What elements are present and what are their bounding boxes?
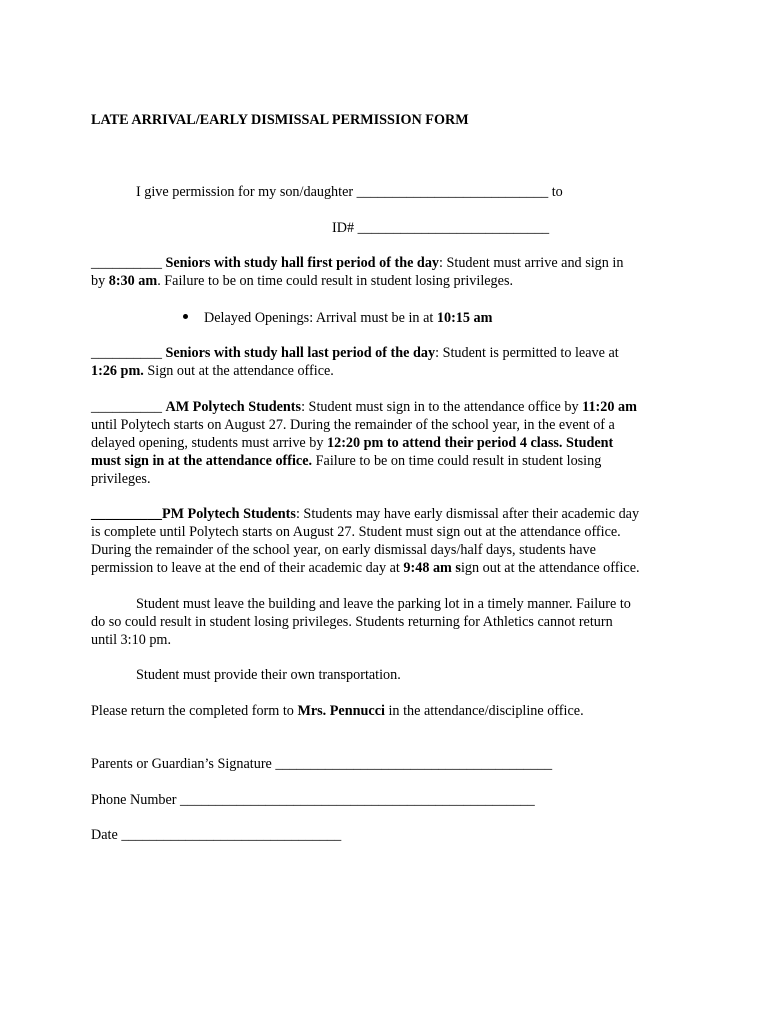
seniors-first-blank: __________ — [91, 255, 166, 271]
seniors-first-text2: . Failure to be on time could result in student losing privileges. — [157, 273, 514, 289]
date-field[interactable]: Date _______________________________ — [91, 827, 342, 843]
seniors-first-heading: Seniors with study hall first period of the day — [165, 255, 440, 271]
seniors-last-blank: __________ — [91, 345, 166, 361]
pm-polytech-text1: : Students may have early dismissal after their academic day — [295, 506, 640, 522]
seniors-last-text2: Sign out at the attendance office. — [143, 363, 334, 379]
leave-building-line-1: Student must leave the building and leave the parking lot in a timely manner. Failure to — [136, 596, 631, 612]
phone-number-field[interactable]: Phone Number __________________________________________________ — [91, 792, 535, 808]
seniors-last-text1: : Student is permitted to leave at — [435, 345, 619, 361]
am-polytech-line-3 — [91, 434, 613, 452]
seniors-first-line-1 — [91, 254, 623, 272]
seniors-last-line-2 — [91, 362, 334, 380]
leave-building-line-2: do so could result in student losing privileges. Students returning for Athletics cannot return — [91, 614, 613, 630]
pm-polytech-line4-a: permission to leave at the end of their academic day at — [91, 560, 404, 576]
am-polytech-line-2: until Polytech starts on August 27. During the remainder of the school year, in the event of a — [91, 417, 615, 433]
pm-polytech-line-1 — [91, 505, 639, 523]
return-line — [91, 702, 584, 720]
am-polytech-line-1 — [91, 398, 637, 416]
form-title: LATE ARRIVAL/EARLY DISMISSAL PERMISSION FORM — [91, 112, 469, 128]
am-polytech-time: 11:20 am — [582, 399, 637, 415]
pm-polytech-line4-b: 9:48 am s — [403, 560, 461, 576]
pm-polytech-line-4 — [91, 559, 640, 577]
am-polytech-line-5: privileges. — [91, 471, 151, 487]
seniors-last-time: 1:26 pm. — [91, 363, 144, 379]
am-polytech-line-4 — [91, 452, 601, 470]
am-polytech-line3-a: delayed opening, students must arrive by — [91, 435, 328, 451]
seniors-first-prefix: by — [91, 273, 109, 289]
pm-polytech-heading: PM Polytech Students — [161, 506, 296, 522]
delayed-openings-bullet — [183, 309, 492, 327]
id-line: ID# ___________________________ — [332, 220, 550, 236]
pm-polytech-line-3: During the remainder of the school year, on early dismissal days/half days, students have — [91, 542, 596, 558]
bullet-icon — [183, 314, 188, 319]
return-text-a: Please return the completed form to — [91, 703, 298, 719]
leave-building-line-3: until 3:10 pm. — [91, 632, 172, 648]
am-polytech-line4-b: Failure to be on time could result in student losing — [312, 453, 602, 469]
return-text-b: in the attendance/discipline office. — [384, 703, 584, 719]
am-polytech-text1: : Student must sign in to the attendance office by — [301, 399, 583, 415]
seniors-last-line-1 — [91, 344, 619, 362]
seniors-last-heading: Seniors with study hall last period of the day — [165, 345, 436, 361]
delayed-time: 10:15 am — [436, 310, 493, 326]
seniors-first-text1: : Student must arrive and sign in — [439, 255, 624, 271]
seniors-first-line-2 — [91, 272, 513, 290]
signature-field[interactable]: Parents or Guardian’s Signature _______________________________________ — [91, 756, 553, 772]
transportation-line: Student must provide their own transportation. — [136, 667, 401, 683]
am-polytech-line4-a: must sign in at the attendance office. — [91, 453, 313, 469]
permission-line: I give permission for my son/daughter ___________________________ to — [136, 184, 563, 200]
am-polytech-line3-b: 12:20 pm to attend their period 4 class. Student — [327, 435, 614, 451]
delayed-text: Delayed Openings: Arrival must be in at — [204, 310, 437, 326]
pm-polytech-line-2: is complete until Polytech starts on August 27. Student must sign out at the attendance office. — [91, 524, 621, 540]
seniors-first-time: 8:30 am — [108, 273, 158, 289]
am-polytech-blank: __________ — [91, 399, 166, 415]
pm-polytech-line4-c: ign out at the attendance office. — [460, 560, 640, 576]
return-name: Mrs. Pennucci — [297, 703, 385, 719]
pm-polytech-blank: __________ — [91, 506, 162, 522]
am-polytech-heading: AM Polytech Students — [165, 399, 302, 415]
